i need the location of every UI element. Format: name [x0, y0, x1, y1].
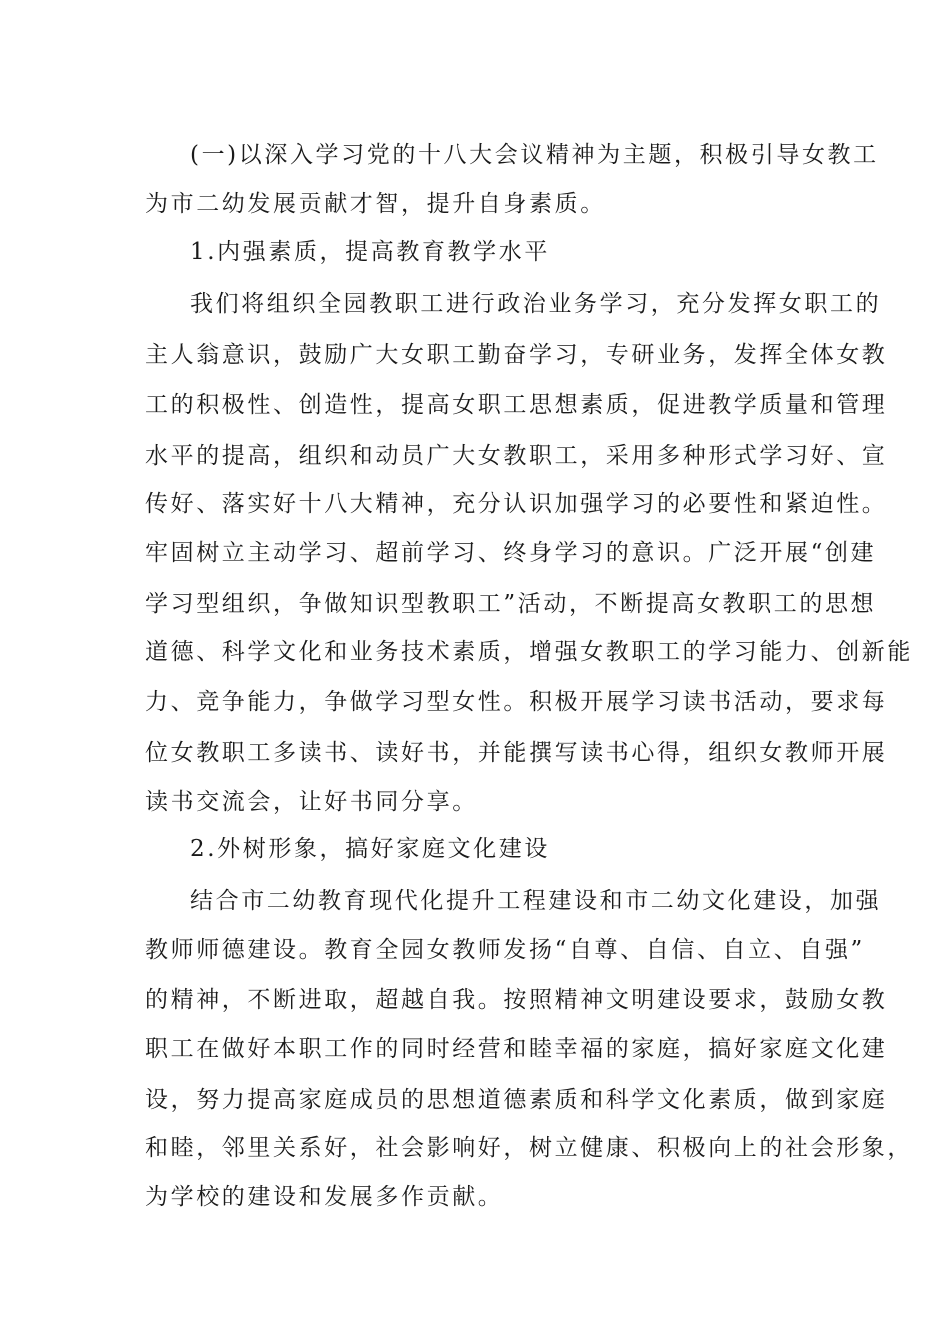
paragraph-1-line-10: 位女教职工多读书、读好书，并能撰写读书心得，组织女教师开展: [145, 740, 888, 766]
subheading-2: 2.外树形象，搞好家庭文化建设: [190, 836, 550, 862]
subheading-1: 1.内强素质，提高教育教学水平: [190, 239, 550, 265]
paragraph-1-line-8: 道德、科学文化和业务技术素质，增强女教职工的学习能力、创新能: [145, 639, 913, 665]
paragraph-2-line-4: 职工在做好本职工作的同时经营和睦幸福的家庭，搞好家庭文化建: [145, 1036, 888, 1062]
paragraph-1-line-6: 牢固树立主动学习、超前学习、终身学习的意识。广泛开展“创建: [145, 540, 877, 566]
paragraph-1-line-5: 传好、落实好十八大精神，充分认识加强学习的必要性和紧迫性。: [145, 491, 888, 517]
paragraph-2-line-2: 教师师德建设。教育全园女教师发扬“自尊、自信、自立、自强”: [145, 937, 865, 963]
paragraph-1-line-4: 水平的提高，组织和动员广大女教职工，采用多种形式学习好、宣: [145, 443, 888, 469]
paragraph-1-line-2: 主人翁意识，鼓励广大女职工勤奋学习，专研业务，发挥全体女教: [145, 342, 888, 368]
section-heading-line-1: (一)以深入学习党的十八大会议精神为主题，积极引导女教工: [190, 142, 879, 168]
paragraph-2-line-3: 的精神，不断进取，超越自我。按照精神文明建设要求，鼓励女教: [145, 987, 888, 1013]
paragraph-1-line-1: 我们将组织全园教职工进行政治业务学习，充分发挥女职工的: [190, 291, 882, 317]
paragraph-2-line-1: 结合市二幼教育现代化提升工程建设和市二幼文化建设，加强: [190, 888, 882, 914]
paragraph-2-line-5: 设，努力提高家庭成员的思想道德素质和科学文化素质，做到家庭: [145, 1087, 888, 1113]
paragraph-1-line-11: 读书交流会，让好书同分享。: [145, 789, 478, 815]
paragraph-1-line-9: 力、竞争能力，争做学习型女性。积极开展学习读书活动，要求每: [145, 689, 888, 715]
paragraph-2-line-6: 和睦，邻里关系好，社会影响好，树立健康、积极向上的社会形象，: [145, 1135, 913, 1161]
section-heading-line-2: 为市二幼发展贡献才智，提升自身素质。: [145, 191, 606, 217]
paragraph-1-line-3: 工的积极性、创造性，提高女职工思想素质，促进教学质量和管理: [145, 392, 888, 418]
paragraph-1-line-7: 学习型组织，争做知识型教职工”活动，不断提高女教职工的思想: [145, 591, 877, 617]
paragraph-2-line-7: 为学校的建设和发展多作贡献。: [145, 1184, 504, 1210]
